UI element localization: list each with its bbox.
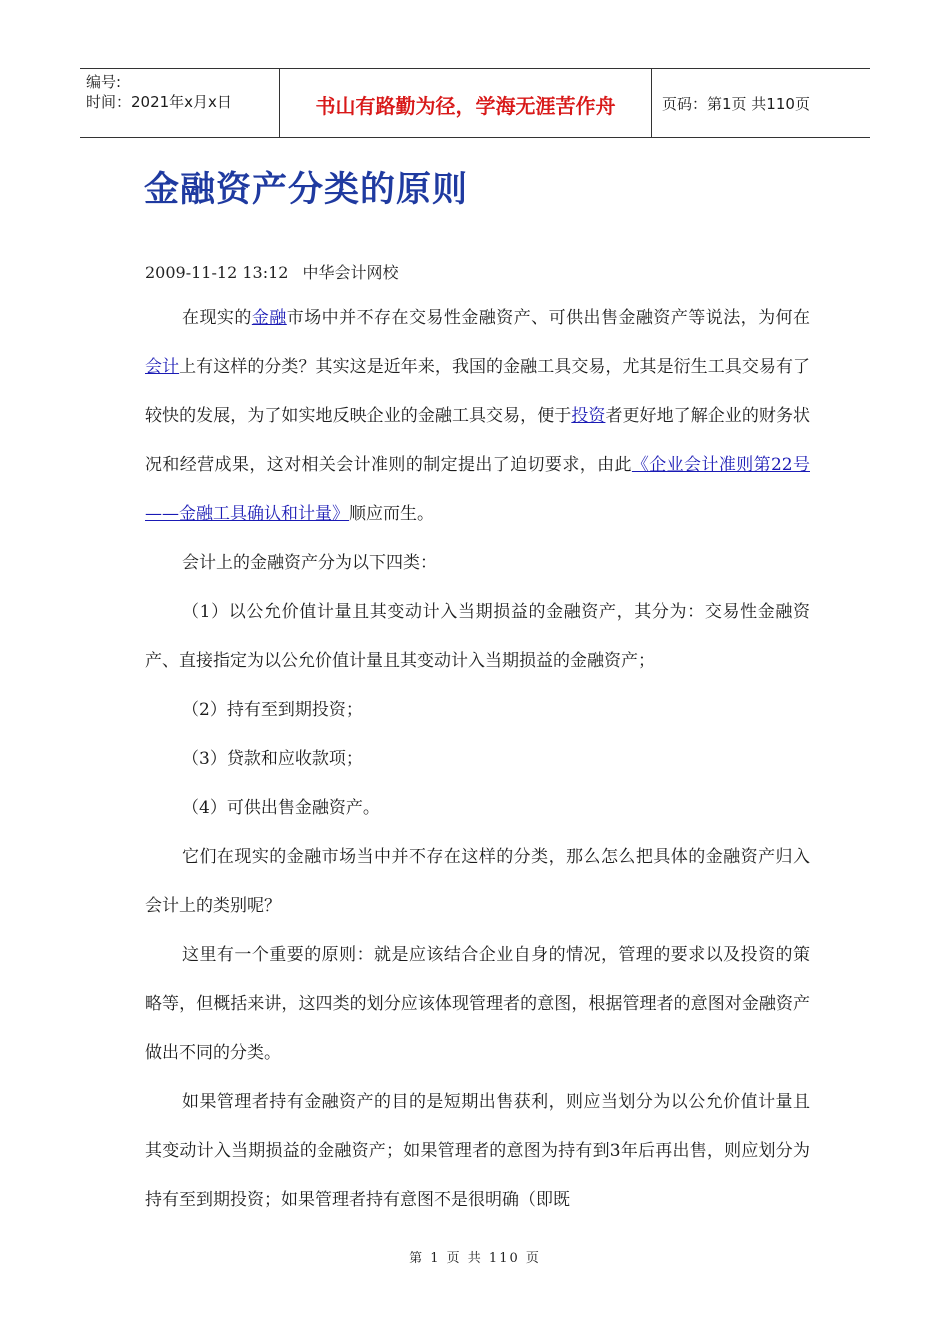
number-label: 编号: (86, 73, 122, 91)
p1-text-a: 在现实的 (182, 308, 252, 328)
paragraph-4: （2）持有至到期投资； (182, 700, 363, 720)
paragraph-8: 这里有一个重要的原则：就是应该结合企业自身的情况，管理的要求以及投资的策略等，但概括来讲，这四类的划分应该体现管理者的意图，根据管理者的意图对金融资产做出不同的分类。 (145, 945, 810, 1063)
link-accounting-standard[interactable]: 《企业会计准则第22号——金融工具确认和计量》 (145, 455, 810, 524)
link-investment[interactable]: 投资 (571, 406, 606, 426)
p1-text-d: 者更好地了解企业的财务状况和经营成果，这对相关会计准则的制定提出了迫切要求，由此 (145, 406, 811, 475)
header-motto: 书山有路勤为径，学海无涯苦作舟 (280, 69, 652, 137)
header-left-cell (80, 69, 280, 137)
paragraph-1 (145, 294, 810, 539)
page-footer: 第 1 页 共 110 页 (409, 1251, 541, 1266)
p1-text-c: 上有这样的分类？其实这是近年来，我国的金融工具交易，尤其是衍生工具交易有了较快的发展，为了如实地反映企业的金融工具交易，便于 (145, 357, 811, 426)
paragraph-2: 会计上的金融资产分为以下四类： (182, 553, 437, 573)
article-title: 金融资产分类的原则 (144, 170, 469, 210)
link-finance[interactable]: 金融 (251, 308, 287, 328)
paragraph-6: （4）可供出售金融资产。 (182, 798, 380, 818)
paragraph-9: 如果管理者持有金融资产的目的是短期出售获利，则应当划分为以公允价值计量且其变动计入当期损益的金融资产；如果管理者的意图为持有到3年后再出售，则应划分为持有至到期投资；如果管理者持有意图不是很明确（即既 (145, 1092, 810, 1210)
time-label: 时间：2021年x月x日 (86, 93, 232, 111)
article-date: 2009-11-12 13:12 (145, 263, 289, 282)
link-accounting[interactable]: 会计 (145, 357, 180, 377)
article-meta (145, 260, 412, 283)
paragraph-3: （1）以公允价值计量且其变动计入当期损益的金融资产，其分为：交易性金融资产、直接指定为以公允价值计量且其变动计入当期损益的金融资产； (145, 602, 810, 671)
p1-text-b: 市场中并不存在交易性金融资产、可供出售金融资产等说法，为何在 (286, 308, 811, 328)
p1-text-e: 顺应而生。 (349, 504, 434, 524)
article-body (145, 294, 810, 1225)
header-page-info: 页码：第1页 共110页 (662, 94, 810, 113)
page-header (80, 68, 870, 138)
paragraph-5: （3）贷款和应收款项； (182, 749, 363, 769)
article-source: 中华会计网校 (302, 263, 399, 282)
paragraph-7: 它们在现实的金融市场当中并不存在这样的分类，那么怎么把具体的金融资产归入会计上的类别呢？ (145, 847, 810, 916)
